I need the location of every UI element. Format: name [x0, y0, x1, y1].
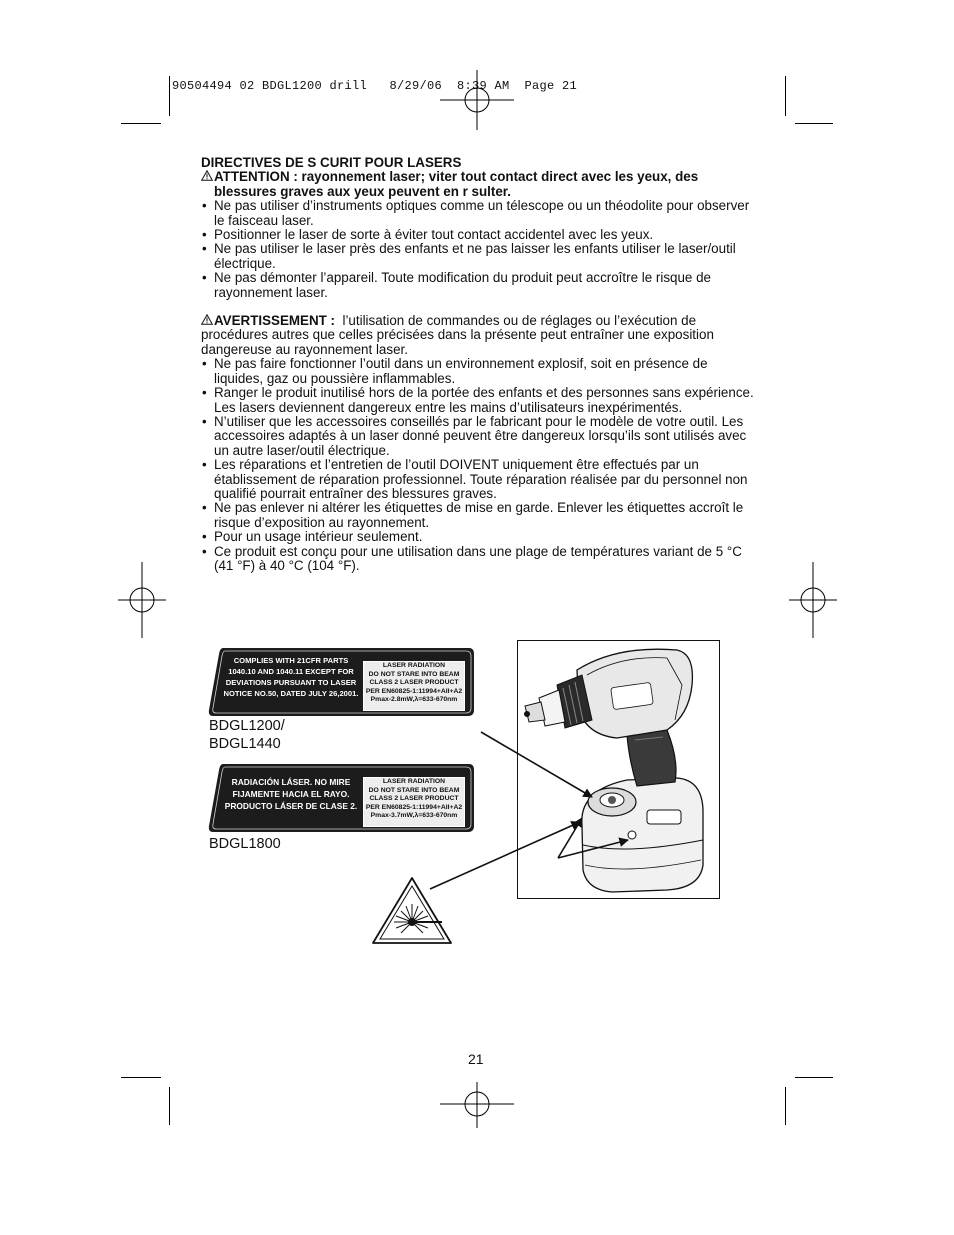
label2-warning-text: RADIACIÓN LÁSER. NO MIRE FIJAMENTE HACIA EL RAYO. PRODUCTO LÁSER DE CLASE 2.: [224, 777, 358, 811]
attention-warning: ATTENTION : rayonnement laser; viter tout contact direct avec les yeux, des: [201, 170, 757, 184]
list-item: • Ne pas utiliser le laser près des enfants et ne pas laisser les enfants utiliser le laser/outil électrique.: [201, 242, 757, 271]
list-item: • Pour un usage intérieur seulement.: [201, 530, 757, 544]
list-item: • Ranger le produit inutilisé hors de la portée des enfants et des personnes sans expérience. Les lasers deviennent dangereux entre les mains d’utilisateurs inexpérimentés.: [201, 386, 757, 415]
list-item: • Positionner le laser de sorte à éviter tout contact accidentel avec les yeux.: [201, 228, 757, 242]
list-item: • Ce produit est conçu pour une utilisation dans une plage de températures variant de 5 °C (41 °F) à 40 °C (104 °F).: [201, 545, 757, 574]
section-title: DIRECTIVES DE S CURIT POUR LASERS: [201, 155, 462, 170]
label2-warning-box: LASER RADIATION DO NOT STARE INTO BEAM CLASS 2 LASER PRODUCT PER EN60825-1:11994+AII+A2 Pmax-3.7mW,λ=633-670nm: [363, 777, 465, 827]
model-label-1: BDGL1200/ BDGL1440: [209, 718, 285, 752]
list-item: • Ne pas enlever ni altérer les étiquettes de mise en garde. Enlever les étiquettes accroît le risque d’exposition au rayonnement.: [201, 501, 757, 530]
attention-warning-cont: blessures graves aux yeux peuvent en r sulter.: [214, 183, 511, 199]
list-item: • Ne pas faire fonctionner l’outil dans un environnement explosif, soit en présence de liquides, gaz ou poussière inflammables.: [201, 357, 757, 386]
label1-compliance-text: COMPLIES WITH 21CFR PARTS 1040.10 AND 1040.11 EXCEPT FOR DEVIATIONS PURSUANT TO LASER NOTICE NO.50, DATED JULY 26,2001.: [223, 656, 359, 698]
print-header: 90504494 02 BDGL1200 drill 8/29/06 8:39 AM Page 21: [172, 79, 578, 93]
model-label-2: BDGL1800: [209, 836, 281, 852]
list-item: • N’utiliser que les accessoires conseillés par le fabricant pour le modèle de votre outil. Les accessoires adaptés à un laser donné peuvent être dangereux lorsqu’ils sont utilisés avec un autre laser/outil électrique.: [201, 415, 757, 458]
page-number: 21: [468, 1051, 484, 1067]
list-item: • Ne pas utiliser d’instruments optiques comme un télescope ou un théodolite pour observer le faisceau laser.: [201, 199, 757, 228]
list-item: • Les réparations et l’entretien de l’outil DOIVENT uniquement être effectués par un établissement de réparation professionnel. Toute réparation réalisée par du personnel non qualifié pourrait entraîner des blessures graves.: [201, 458, 757, 501]
avertissement-warning: AVERTISSEMENT : l’utilisation de commandes ou de réglages ou l’exécution de procédures autres que celles précisées dans la présente peut entraîner une exposition dangereuse au rayonnement laser.: [201, 313, 714, 357]
list-item: • Ne pas démonter l’appareil. Toute modification du produit peut accroître le risque de rayonnement laser.: [201, 271, 757, 300]
label1-warning-box: LASER RADIATION DO NOT STARE INTO BEAM CLASS 2 LASER PRODUCT PER EN60825-1:11994+AII+A2 Pmax-2.8mW,λ=633-670nm: [363, 661, 465, 711]
